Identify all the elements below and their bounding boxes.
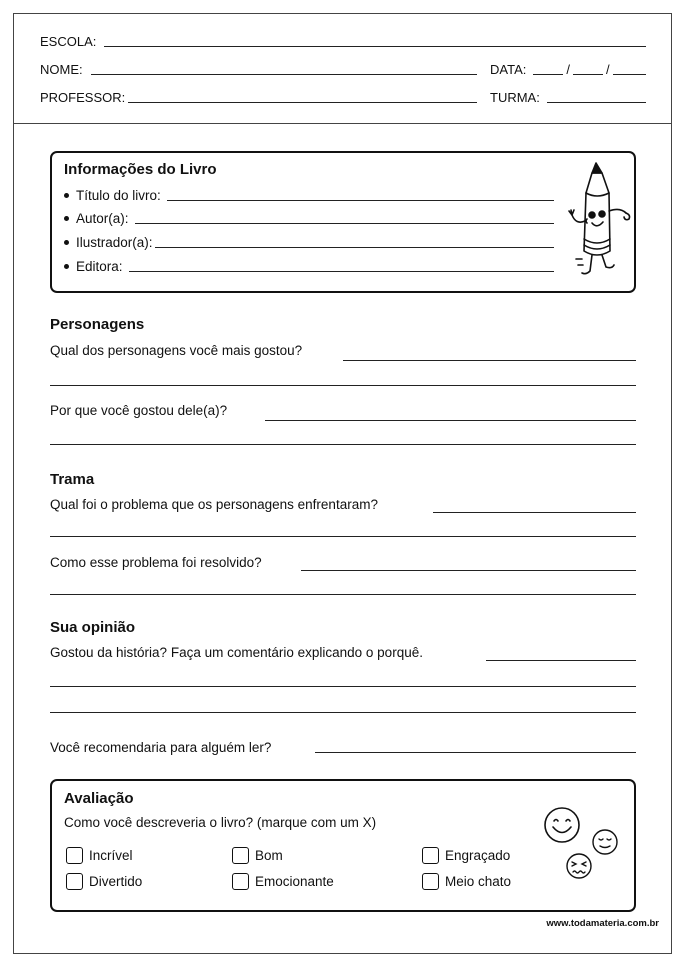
date-day-field[interactable] <box>533 74 563 75</box>
pencil-character-icon <box>562 159 634 287</box>
publisher-label: Editora: <box>76 259 123 274</box>
option-label: Meio chato <box>445 874 512 889</box>
teacher-row <box>40 90 477 105</box>
publisher-field[interactable] <box>129 271 554 272</box>
bullet-icon <box>64 264 69 269</box>
school-label: ESCOLA: <box>40 34 97 49</box>
opinion-q1-answer-line3[interactable] <box>50 712 636 713</box>
name-label: NOME: <box>40 62 83 77</box>
characters-q2-answer-line2[interactable] <box>50 444 636 445</box>
illustrator-label: Ilustrador(a): <box>76 235 153 250</box>
option-emocionante[interactable] <box>232 873 334 890</box>
characters-q1-answer-line2[interactable] <box>50 385 636 386</box>
book-title-field[interactable] <box>167 200 554 201</box>
opinion-q2-answer[interactable] <box>315 752 636 753</box>
footer-website: www.todamateria.com.br <box>546 918 659 929</box>
checkbox[interactable] <box>66 873 83 890</box>
checkbox[interactable] <box>232 847 249 864</box>
plot-q2-answer-line2[interactable] <box>50 594 636 595</box>
option-label: Engraçado <box>445 848 511 863</box>
book-info-box <box>50 151 636 293</box>
school-row <box>40 34 646 49</box>
teacher-field[interactable] <box>128 102 477 103</box>
option-bom[interactable] <box>232 847 283 864</box>
book-title-label: Título do livro: <box>76 188 161 203</box>
class-label: TURMA: <box>490 90 540 105</box>
bullet-icon <box>64 216 69 221</box>
class-field[interactable] <box>547 102 646 103</box>
characters-heading: Personagens <box>50 316 145 333</box>
characters-q2: Por que você gostou dele(a)? <box>50 403 228 418</box>
characters-q2-answer[interactable] <box>265 420 636 421</box>
option-label: Incrível <box>89 848 133 863</box>
book-info-title: Informações do Livro <box>64 161 217 178</box>
date-separator: / <box>605 62 610 77</box>
rating-box <box>50 779 636 912</box>
bullet-icon <box>64 240 69 245</box>
checkbox[interactable] <box>422 873 439 890</box>
plot-q1-answer-line2[interactable] <box>50 536 636 537</box>
characters-q1: Qual dos personagens você mais gostou? <box>50 343 303 358</box>
dizzy-face-icon <box>564 851 594 881</box>
teacher-label: PROFESSOR: <box>40 90 126 105</box>
option-engracado[interactable] <box>422 847 510 864</box>
bullet-icon <box>64 193 69 198</box>
illustrator-row <box>64 235 554 250</box>
student-header <box>14 14 671 124</box>
plot-q2-answer[interactable] <box>301 570 636 571</box>
book-title-row <box>64 188 554 203</box>
content-face-icon <box>590 827 620 857</box>
rating-heading: Avaliação <box>64 790 134 807</box>
plot-q1-answer[interactable] <box>433 512 636 513</box>
class-row <box>490 90 646 105</box>
option-label: Emocionante <box>255 874 334 889</box>
school-field[interactable] <box>104 46 646 47</box>
date-month-field[interactable] <box>573 74 603 75</box>
name-row <box>40 62 477 77</box>
plot-q1: Qual foi o problema que os personagens enfrentaram? <box>50 497 378 512</box>
option-meio-chato[interactable] <box>422 873 511 890</box>
checkbox[interactable] <box>422 847 439 864</box>
date-separator: / <box>566 62 570 77</box>
plot-q2: Como esse problema foi resolvido? <box>50 555 262 570</box>
checkbox[interactable] <box>232 873 249 890</box>
opinion-q1-answer[interactable] <box>486 660 636 661</box>
option-label: Divertido <box>89 874 143 889</box>
characters-q1-answer[interactable] <box>343 360 636 361</box>
option-label: Bom <box>255 848 283 863</box>
date-year-field[interactable] <box>613 74 646 75</box>
illustrator-field[interactable] <box>155 247 554 248</box>
author-row <box>64 211 554 226</box>
option-incrivel[interactable] <box>66 847 133 864</box>
opinion-q1-answer-line2[interactable] <box>50 686 636 687</box>
date-label: DATA: <box>490 62 527 77</box>
rating-question: Como você descreveria o livro? (marque com um X) <box>64 815 377 830</box>
publisher-row <box>64 259 554 274</box>
plot-heading: Trama <box>50 471 95 488</box>
opinion-q1: Gostou da história? Faça um comentário explicando o porquê. <box>50 645 423 660</box>
checkbox[interactable] <box>66 847 83 864</box>
opinion-heading: Sua opinião <box>50 619 136 636</box>
name-field[interactable] <box>91 74 477 75</box>
happy-face-icon <box>542 805 582 845</box>
author-field[interactable] <box>135 223 554 224</box>
option-divertido[interactable] <box>66 873 142 890</box>
opinion-q2: Você recomendaria para alguém ler? <box>50 740 272 755</box>
date-row <box>490 62 646 77</box>
author-label: Autor(a): <box>76 211 129 226</box>
